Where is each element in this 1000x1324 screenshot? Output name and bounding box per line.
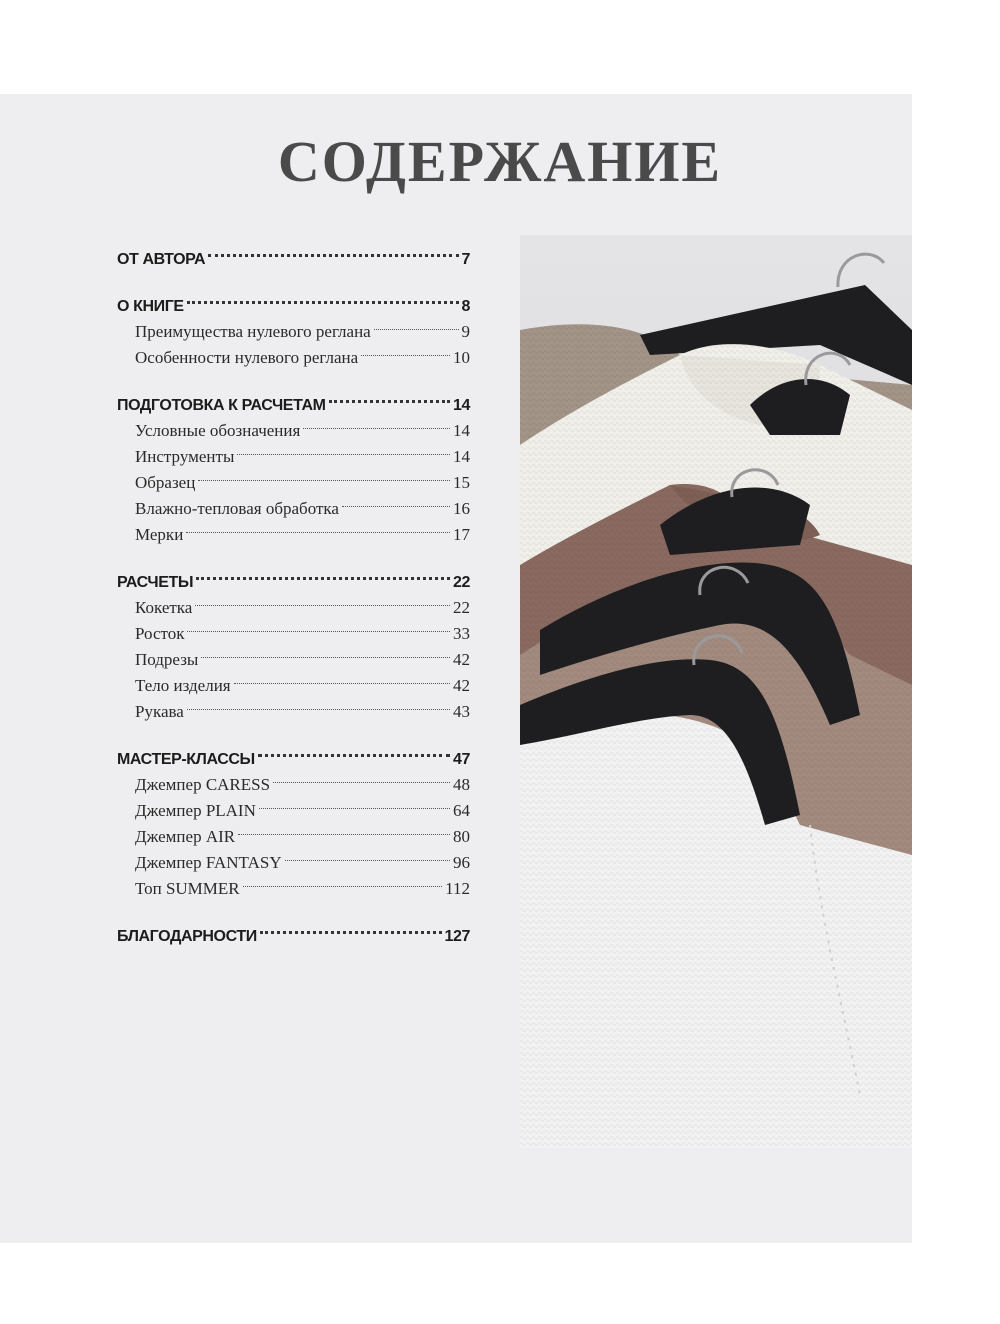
toc-entry-label: Условные обозначения — [135, 421, 301, 440]
toc-entry-label: Кокетка — [135, 598, 193, 617]
toc-leader-dots — [187, 285, 459, 311]
toc-entry-page: 43 — [453, 702, 470, 721]
toc-section-heading[interactable] — [117, 915, 470, 945]
toc-leader-dots — [187, 691, 450, 717]
toc-heading-label: О КНИГЕ — [117, 298, 184, 315]
toc-entry-label: Джемпер CARESS — [135, 775, 271, 794]
toc-section-heading[interactable] — [117, 561, 470, 591]
toc-entry-label: Влажно-тепловая обработка — [135, 499, 339, 518]
page-title: СОДЕРЖАНИЕ — [277, 129, 723, 194]
toc-leader-dots — [186, 514, 450, 540]
toc-leader-dots — [238, 816, 450, 842]
toc-leader-dots — [374, 311, 459, 337]
toc-leader-dots — [303, 410, 450, 436]
toc-entry-label: Рукава — [135, 702, 184, 721]
toc-leader-dots — [329, 384, 450, 410]
toc-entry-page: 64 — [453, 801, 470, 820]
toc-heading-page: 7 — [461, 251, 470, 268]
toc-entry-label: Мерки — [135, 525, 184, 544]
toc-heading-label: РАСЧЕТЫ — [117, 574, 194, 591]
toc-leader-dots — [361, 337, 450, 363]
toc-leader-dots — [196, 561, 450, 587]
toc-section — [117, 285, 470, 367]
toc-leader-dots — [208, 238, 458, 264]
toc-entry-page: 42 — [453, 676, 470, 695]
toc-entry-page: 33 — [453, 624, 470, 643]
toc-section-heading[interactable] — [117, 238, 470, 268]
toc-entry-label: Тело изделия — [135, 676, 231, 695]
toc-heading-page: 47 — [453, 751, 470, 768]
toc-section — [117, 384, 470, 544]
toc-entry-label: Джемпер PLAIN — [135, 801, 256, 820]
toc-entry-page: 22 — [453, 598, 470, 617]
toc-entry-label: Преимущества нулевого реглана — [135, 322, 371, 341]
knitted-sweaters-on-hangers-image — [520, 235, 912, 1148]
toc-entry-page: 17 — [453, 525, 470, 544]
toc-leader-dots — [195, 587, 450, 613]
toc-entry-page: 15 — [453, 473, 470, 492]
toc-leader-dots — [243, 868, 442, 894]
toc-section-heading[interactable] — [117, 285, 470, 315]
toc-entry-page: 48 — [453, 775, 470, 794]
toc-leader-dots — [234, 665, 450, 691]
toc-heading-page: 22 — [453, 574, 470, 591]
toc-leader-dots — [285, 842, 450, 868]
toc-heading-label: БЛАГОДАРНОСТИ — [117, 928, 257, 945]
toc-leader-dots — [273, 764, 450, 790]
toc-entry-label: Особенности нулевого реглана — [135, 348, 359, 367]
toc-entry-page: 96 — [453, 853, 470, 872]
toc-entry-label: Джемпер AIR — [135, 827, 236, 846]
toc-section-heading[interactable] — [117, 384, 470, 414]
toc-leader-dots — [259, 790, 450, 816]
toc-leader-dots — [342, 488, 450, 514]
toc-section-heading[interactable] — [117, 738, 470, 768]
toc-entry-page: 16 — [453, 499, 470, 518]
toc-entry-label: Образец — [135, 473, 196, 492]
toc-leader-dots — [237, 436, 450, 462]
toc-heading-label: ОТ АВТОРА — [117, 251, 206, 268]
toc-section — [117, 915, 470, 945]
toc-entry-page: 14 — [453, 421, 470, 440]
toc-section — [117, 738, 470, 898]
toc-entry-page: 14 — [453, 447, 470, 466]
toc-entry-label: Топ SUMMER — [135, 879, 240, 898]
toc-entry-page: 10 — [453, 348, 470, 367]
toc-leader-dots — [198, 462, 450, 488]
toc-section — [117, 561, 470, 721]
toc-entry-label: Росток — [135, 624, 185, 643]
toc-entry-page: 112 — [445, 879, 470, 898]
toc-entry-label: Джемпер FANTASY — [135, 853, 282, 872]
toc-leader-dots — [258, 738, 450, 764]
toc-leader-dots — [187, 613, 450, 639]
toc-leader-dots — [201, 639, 450, 665]
toc-heading-label: МАСТЕР-КЛАССЫ — [117, 751, 255, 768]
toc-entry-label: Инструменты — [135, 447, 235, 466]
toc-entry-page: 80 — [453, 827, 470, 846]
table-of-contents — [117, 238, 470, 962]
toc-leader-dots — [260, 915, 442, 941]
toc-heading-page: 14 — [453, 397, 470, 414]
toc-entry-label: Подрезы — [135, 650, 199, 669]
toc-heading-label: ПОДГОТОВКА К РАСЧЕТАМ — [117, 397, 326, 414]
toc-entry-page: 9 — [461, 322, 470, 341]
sweaters-photo — [520, 235, 912, 1148]
toc-section — [117, 238, 470, 268]
toc-heading-page: 8 — [461, 298, 470, 315]
toc-entry-page: 42 — [453, 650, 470, 669]
toc-heading-page: 127 — [444, 928, 470, 945]
